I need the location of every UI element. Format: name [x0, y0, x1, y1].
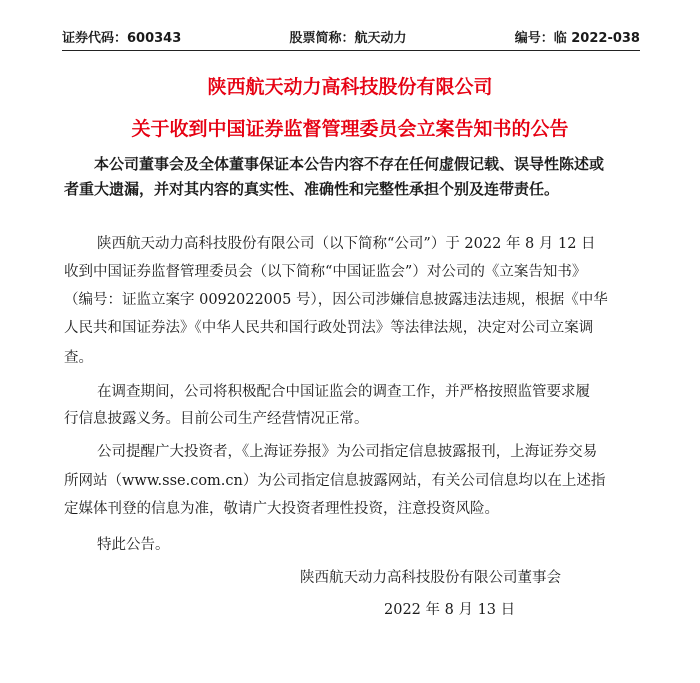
- paragraph-1-line-1: 陕西航天动力高科技股份有限公司（以下简称“公司”）于 2022 年 8 月 12 日: [97, 236, 596, 252]
- stock-short-name: 股票简称：航天动力: [289, 31, 407, 46]
- company-title: 陕西航天动力高科技股份有限公司: [207, 76, 493, 98]
- signature-board: 陕西航天动力高科技股份有限公司董事会: [300, 570, 561, 586]
- closing-statement: 特此公告。: [97, 537, 170, 553]
- paragraph-3-line-2: 所网站（www.sse.com.cn）为公司指定信息披露网站，有关公司信息均以在上述指: [64, 473, 606, 489]
- responsibility-notice-line-1: 本公司董事会及全体董事保证本公告内容不存在任何虚假记载、误导性陈述或: [94, 155, 605, 173]
- signature-date: 2022 年 8 月 13 日: [384, 602, 516, 618]
- paragraph-1-line-5: 查。: [64, 350, 93, 366]
- paragraph-1-line-2: 收到中国证券监督管理委员会（以下简称“中国证监会”）对公司的《立案告知书》: [64, 264, 587, 280]
- paragraph-2-line-2: 行信息披露义务。目前公司生产经营情况正常。: [64, 411, 369, 427]
- paragraph-1-line-3: （编号：证监立案字 0092022005 号），因公司涉嫌信息披露违法违规，根据《中华: [64, 292, 608, 308]
- paragraph-1-line-4: 人民共和国证券法》《中华人民共和国行政处罚法》等法律法规，决定对公司立案调: [64, 320, 594, 336]
- securities-code: 证券代码：600343: [62, 31, 182, 46]
- responsibility-notice-line-2: 者重大遗漏，并对其内容的真实性、准确性和完整性承担个别及连带责任。: [64, 180, 560, 198]
- announcement-number: 编号：临 2022-038: [514, 31, 640, 46]
- header-divider: [62, 50, 640, 51]
- paragraph-3-line-1: 公司提醒广大投资者，《上海证券报》为公司指定信息披露报刊，上海证券交易: [97, 444, 598, 460]
- document-header: [62, 29, 640, 49]
- paragraph-3-line-3: 定媒体刊登的信息为准，敬请广大投资者理性投资，注意投资风险。: [64, 501, 499, 517]
- paragraph-2-line-1: 在调查期间，公司将积极配合中国证监会的调查工作，并严格按照监管要求履: [97, 384, 590, 400]
- announcement-title: 关于收到中国证券监督管理委员会立案告知书的公告: [131, 118, 569, 140]
